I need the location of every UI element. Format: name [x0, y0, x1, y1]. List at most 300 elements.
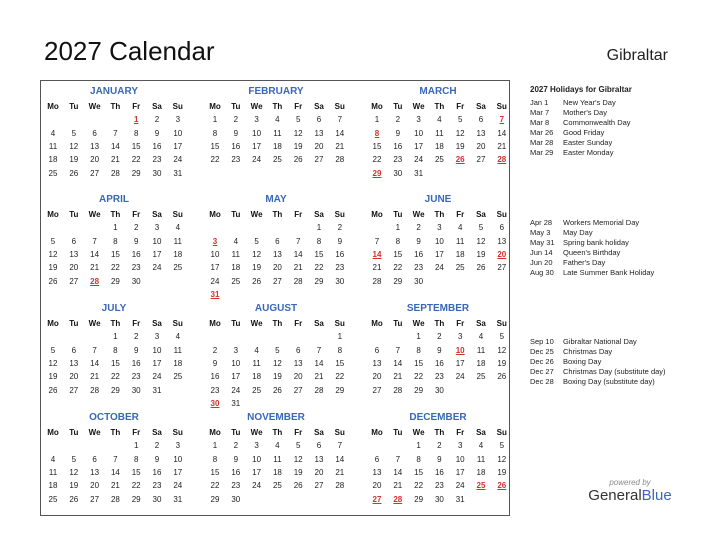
day-cell: 13 — [69, 249, 79, 259]
day-cell: 19 — [69, 155, 79, 165]
day-cell: 28 — [314, 385, 324, 395]
day-cell: 23 — [434, 372, 444, 382]
weekday-header: Sa — [152, 428, 162, 437]
day-cell: 15 — [335, 358, 345, 368]
day-cell: 27 — [69, 385, 79, 395]
holiday-date: Sep 10 — [530, 337, 554, 346]
day-cell: 26 — [69, 494, 79, 504]
day-cell: 16 — [210, 372, 220, 382]
month-june — [367, 194, 509, 286]
day-cell: 21 — [497, 141, 507, 151]
day-cell: 18 — [252, 372, 262, 382]
holiday-row — [530, 347, 705, 357]
weekday-header: Su — [172, 210, 183, 219]
day-cell: 21 — [90, 263, 100, 273]
month-may — [205, 194, 347, 299]
holiday-row — [530, 248, 705, 258]
day-cell: 16 — [152, 141, 162, 151]
day-cell: 3 — [233, 345, 239, 355]
day-cell: 16 — [131, 249, 141, 259]
day-cell: 25 — [173, 263, 183, 273]
day-cell: 8 — [337, 345, 343, 355]
day-cell: 2 — [133, 223, 139, 233]
day-cell: 15 — [210, 141, 220, 151]
day-cell: 25 — [476, 372, 486, 382]
holiday-day-cell: 30 — [210, 398, 220, 408]
day-cell: 20 — [314, 141, 324, 151]
day-cell: 31 — [455, 494, 465, 504]
day-cell: 12 — [69, 467, 79, 477]
day-cell: 13 — [476, 128, 486, 138]
day-cell: 18 — [476, 467, 486, 477]
day-cell: 9 — [233, 128, 239, 138]
day-cell: 12 — [455, 128, 465, 138]
day-cell: 14 — [293, 249, 303, 259]
holiday-day-cell: 10 — [455, 345, 465, 355]
weekday-header: Tu — [69, 210, 79, 219]
holiday-date: Mar 7 — [530, 108, 550, 117]
holiday-date: Mar 8 — [530, 118, 550, 127]
day-cell: 24 — [434, 263, 444, 273]
weekday-header: Mo — [371, 428, 383, 437]
day-cell: 23 — [414, 263, 424, 273]
weekday-header: Mo — [209, 210, 221, 219]
weekday-header: Sa — [314, 319, 324, 328]
day-cell: 11 — [231, 249, 240, 259]
day-cell: 29 — [314, 276, 324, 286]
day-cell: 16 — [414, 249, 424, 259]
holiday-list — [530, 85, 705, 158]
day-cell: 11 — [173, 236, 182, 246]
day-cell: 28 — [393, 385, 403, 395]
holiday-row — [530, 377, 705, 387]
day-cell: 27 — [372, 385, 382, 395]
day-cell: 31 — [414, 168, 424, 178]
day-cell: 26 — [252, 276, 262, 286]
day-cell: 15 — [131, 467, 141, 477]
day-cell: 24 — [173, 155, 183, 165]
day-cell: 12 — [272, 358, 282, 368]
day-cell: 30 — [131, 385, 141, 395]
day-cell: 7 — [295, 236, 301, 246]
day-cell: 4 — [50, 128, 56, 138]
day-cell: 27 — [497, 263, 507, 273]
day-cell: 2 — [233, 441, 239, 451]
month-april — [43, 194, 185, 286]
holiday-day-cell: 3 — [212, 236, 218, 246]
day-cell: 25 — [272, 481, 282, 491]
day-cell: 26 — [293, 155, 303, 165]
day-cell: 12 — [293, 128, 303, 138]
day-cell: 1 — [416, 332, 421, 342]
day-cell: 20 — [372, 481, 382, 491]
day-cell: 19 — [293, 141, 303, 151]
day-cell: 13 — [372, 358, 382, 368]
day-cell: 27 — [69, 276, 79, 286]
day-cell: 16 — [393, 141, 403, 151]
weekday-header: We — [88, 428, 101, 437]
day-cell: 9 — [133, 236, 139, 246]
weekday-header: Mo — [371, 319, 383, 328]
day-cell: 2 — [395, 115, 401, 125]
day-cell: 26 — [272, 385, 282, 395]
day-cell: 14 — [335, 454, 345, 464]
day-cell: 27 — [90, 494, 100, 504]
day-cell: 25 — [455, 263, 465, 273]
holiday-date: May 3 — [530, 228, 551, 237]
day-cell: 14 — [110, 467, 120, 477]
holiday-row — [530, 148, 705, 158]
day-cell: 24 — [414, 155, 424, 165]
day-cell: 27 — [272, 276, 282, 286]
day-cell: 17 — [231, 372, 241, 382]
holiday-date: May 31 — [530, 238, 555, 247]
day-cell: 10 — [252, 454, 262, 464]
holiday-date: Dec 26 — [530, 357, 554, 366]
page-title: 2027 Calendar — [44, 36, 215, 66]
day-cell: 26 — [48, 276, 58, 286]
day-cell: 8 — [395, 236, 401, 246]
holiday-day-cell: 28 — [393, 494, 403, 504]
day-cell: 21 — [314, 372, 324, 382]
holiday-day-cell: 28 — [497, 155, 507, 165]
holiday-row — [530, 337, 705, 347]
day-cell: 1 — [133, 441, 139, 451]
holiday-day-cell: 25 — [476, 481, 486, 491]
day-cell: 12 — [476, 236, 486, 246]
day-cell: 19 — [272, 372, 282, 382]
day-cell: 11 — [476, 454, 486, 464]
weekday-header: Tu — [69, 319, 79, 328]
weekday-header: Th — [110, 319, 121, 328]
day-cell: 25 — [48, 168, 58, 178]
day-cell: 9 — [437, 454, 442, 464]
day-cell: 30 — [131, 276, 141, 286]
day-cell: 9 — [337, 236, 343, 246]
day-cell: 22 — [393, 263, 403, 273]
day-cell: 21 — [110, 155, 120, 165]
day-cell: 19 — [48, 263, 58, 273]
holiday-row — [530, 367, 705, 377]
day-cell: 19 — [476, 249, 486, 259]
holiday-row — [530, 218, 705, 228]
holidays-title: 2027 Holidays for Gibraltar — [530, 85, 632, 94]
day-cell: 21 — [110, 481, 120, 491]
holiday-list — [530, 337, 705, 387]
day-cell: 29 — [414, 494, 424, 504]
day-cell: 14 — [90, 358, 100, 368]
day-cell: 15 — [110, 358, 120, 368]
day-cell: 5 — [499, 441, 505, 451]
day-cell: 30 — [335, 276, 345, 286]
holiday-date: Jun 20 — [530, 258, 553, 267]
month-name: AUGUST — [254, 303, 298, 314]
day-cell: 14 — [393, 467, 403, 477]
weekday-header: Su — [496, 102, 507, 111]
day-cell: 22 — [110, 263, 120, 273]
day-cell: 24 — [252, 481, 262, 491]
day-cell: 3 — [416, 115, 421, 125]
day-cell: 27 — [90, 168, 100, 178]
weekday-header: Th — [272, 428, 283, 437]
day-cell: 12 — [48, 249, 58, 259]
day-cell: 7 — [316, 345, 322, 355]
weekday-header: Fr — [294, 102, 303, 111]
day-cell: 14 — [90, 249, 100, 259]
day-cell: 15 — [110, 249, 120, 259]
day-cell: 23 — [335, 263, 345, 273]
day-cell: 22 — [110, 372, 120, 382]
month-january — [43, 86, 185, 178]
day-cell: 2 — [154, 441, 160, 451]
day-cell: 4 — [478, 441, 484, 451]
day-cell: 28 — [90, 385, 100, 395]
weekday-header: Su — [334, 102, 345, 111]
day-cell: 19 — [497, 467, 507, 477]
day-cell: 11 — [48, 141, 58, 151]
day-cell: 23 — [434, 481, 444, 491]
day-cell: 15 — [314, 249, 324, 259]
day-cell: 1 — [374, 115, 380, 125]
day-cell: 17 — [152, 249, 162, 259]
day-cell: 7 — [113, 454, 118, 464]
day-cell: 2 — [416, 223, 421, 233]
weekday-header: Th — [272, 319, 283, 328]
day-cell: 18 — [173, 358, 183, 368]
day-cell: 6 — [71, 345, 77, 355]
weekday-header: Su — [172, 428, 183, 437]
day-cell: 22 — [372, 155, 382, 165]
day-cell: 11 — [435, 128, 444, 138]
day-cell: 6 — [374, 345, 380, 355]
weekday-header: Tu — [69, 102, 79, 111]
day-cell: 11 — [273, 454, 282, 464]
holiday-row — [530, 357, 705, 367]
day-cell: 20 — [69, 372, 79, 382]
holiday-name: Christmas Day — [563, 347, 613, 356]
weekday-header: We — [88, 102, 101, 111]
day-cell: 25 — [272, 155, 282, 165]
day-cell: 7 — [92, 345, 97, 355]
day-cell: 7 — [395, 345, 401, 355]
day-cell: 13 — [372, 467, 382, 477]
day-cell: 19 — [252, 263, 262, 273]
day-cell: 7 — [92, 236, 97, 246]
weekday-header: Fr — [294, 319, 303, 328]
weekday-header: Mo — [47, 102, 59, 111]
weekday-header: Su — [334, 428, 345, 437]
day-cell: 15 — [393, 249, 403, 259]
day-cell: 5 — [478, 223, 484, 233]
day-cell: 25 — [252, 385, 262, 395]
day-cell: 2 — [212, 345, 218, 355]
day-cell: 3 — [457, 332, 463, 342]
day-cell: 16 — [152, 467, 162, 477]
day-cell: 17 — [455, 467, 465, 477]
weekday-header: Fr — [132, 102, 141, 111]
holiday-name: Father's Day — [563, 258, 606, 267]
day-cell: 2 — [437, 441, 442, 451]
day-cell: 19 — [293, 467, 303, 477]
day-cell: 24 — [455, 372, 465, 382]
day-cell: 17 — [173, 467, 183, 477]
weekday-header: Fr — [294, 210, 303, 219]
holiday-date: Mar 28 — [530, 138, 554, 147]
day-cell: 23 — [131, 263, 141, 273]
month-august — [205, 303, 347, 408]
weekday-header: Su — [334, 319, 345, 328]
day-cell: 9 — [437, 345, 442, 355]
day-cell: 12 — [293, 454, 303, 464]
day-cell: 9 — [154, 454, 160, 464]
day-cell: 23 — [131, 372, 141, 382]
day-cell: 23 — [393, 155, 403, 165]
holiday-row — [530, 268, 705, 278]
day-cell: 5 — [71, 128, 77, 138]
day-cell: 8 — [133, 128, 139, 138]
day-cell: 24 — [152, 263, 162, 273]
day-cell: 22 — [131, 481, 141, 491]
day-cell: 11 — [173, 345, 182, 355]
day-cell: 22 — [314, 263, 324, 273]
day-cell: 21 — [293, 263, 303, 273]
weekday-header: We — [412, 319, 425, 328]
day-cell: 6 — [374, 454, 380, 464]
month-february — [205, 86, 347, 165]
day-cell: 30 — [414, 276, 424, 286]
weekday-header: Sa — [476, 428, 486, 437]
day-cell: 7 — [337, 441, 343, 451]
day-cell: 15 — [414, 358, 424, 368]
day-cell: 6 — [92, 128, 97, 138]
day-cell: 10 — [152, 236, 162, 246]
weekday-header: We — [412, 210, 425, 219]
day-cell: 1 — [395, 223, 401, 233]
day-cell: 29 — [110, 385, 120, 395]
day-cell: 3 — [457, 441, 463, 451]
day-cell: 6 — [499, 223, 505, 233]
day-cell: 1 — [416, 441, 421, 451]
month-name: OCTOBER — [89, 412, 139, 423]
day-cell: 30 — [434, 385, 444, 395]
weekday-header: Sa — [314, 102, 324, 111]
weekday-header: Mo — [371, 210, 383, 219]
day-cell: 6 — [71, 236, 77, 246]
day-cell: 29 — [110, 276, 120, 286]
day-cell: 27 — [476, 155, 486, 165]
day-cell: 22 — [131, 155, 141, 165]
day-cell: 4 — [175, 223, 181, 233]
weekday-header: Th — [272, 102, 283, 111]
day-cell: 25 — [48, 494, 58, 504]
holiday-name: Good Friday — [563, 128, 605, 137]
weekday-header: Tu — [393, 210, 403, 219]
day-cell: 13 — [69, 358, 79, 368]
day-cell: 13 — [314, 454, 324, 464]
holiday-day-cell: 1 — [133, 115, 139, 125]
holiday-day-cell: 27 — [372, 494, 382, 504]
day-cell: 18 — [272, 141, 282, 151]
day-cell: 28 — [110, 494, 120, 504]
day-cell: 10 — [252, 128, 262, 138]
holiday-list — [530, 218, 705, 278]
day-cell: 26 — [476, 263, 486, 273]
day-cell: 5 — [457, 115, 463, 125]
day-cell: 20 — [272, 263, 282, 273]
month-name: SEPTEMBER — [406, 303, 470, 314]
day-cell: 29 — [393, 276, 403, 286]
holiday-row — [530, 238, 705, 248]
day-cell: 22 — [210, 481, 220, 491]
day-cell: 22 — [414, 372, 424, 382]
day-cell: 24 — [231, 385, 241, 395]
day-cell: 16 — [231, 467, 241, 477]
weekday-header: Th — [434, 319, 445, 328]
weekday-header: Sa — [152, 210, 162, 219]
day-cell: 13 — [497, 236, 507, 246]
day-cell: 23 — [152, 481, 162, 491]
day-cell: 11 — [273, 128, 282, 138]
day-cell: 25 — [173, 372, 183, 382]
day-cell: 14 — [393, 358, 403, 368]
day-cell: 29 — [335, 385, 345, 395]
holiday-date: Jan 1 — [530, 98, 549, 107]
holiday-day-cell: 26 — [497, 481, 507, 491]
day-cell: 5 — [275, 345, 280, 355]
day-cell: 13 — [90, 467, 100, 477]
day-cell: 18 — [476, 358, 486, 368]
month-name: NOVEMBER — [247, 412, 305, 423]
day-cell: 17 — [252, 141, 262, 151]
weekday-header: Sa — [152, 319, 162, 328]
day-cell: 18 — [455, 249, 465, 259]
month-name: DECEMBER — [409, 412, 467, 423]
day-cell: 29 — [131, 168, 141, 178]
day-cell: 15 — [210, 467, 220, 477]
day-cell: 1 — [212, 441, 218, 451]
day-cell: 20 — [90, 481, 100, 491]
day-cell: 14 — [314, 358, 324, 368]
day-cell: 14 — [335, 128, 345, 138]
day-cell: 17 — [252, 467, 262, 477]
weekday-header: We — [250, 210, 263, 219]
day-cell: 24 — [210, 276, 220, 286]
day-cell: 18 — [434, 141, 444, 151]
day-cell: 9 — [154, 128, 160, 138]
day-cell: 27 — [314, 481, 324, 491]
day-cell: 28 — [335, 155, 345, 165]
day-cell: 20 — [372, 372, 382, 382]
day-cell: 5 — [50, 345, 56, 355]
day-cell: 3 — [154, 223, 160, 233]
holiday-day-cell: 20 — [497, 249, 507, 259]
weekday-header: Mo — [209, 319, 221, 328]
weekday-header: Fr — [456, 102, 465, 111]
day-cell: 4 — [275, 115, 280, 125]
day-cell: 8 — [212, 128, 218, 138]
day-cell: 21 — [393, 372, 403, 382]
day-cell: 11 — [252, 358, 261, 368]
day-cell: 4 — [275, 441, 280, 451]
holiday-day-cell: 31 — [210, 289, 220, 299]
day-cell: 26 — [48, 385, 58, 395]
day-cell: 26 — [497, 372, 507, 382]
day-cell: 30 — [152, 168, 162, 178]
weekday-header: Sa — [314, 210, 324, 219]
day-cell: 21 — [335, 467, 345, 477]
day-cell: 20 — [476, 141, 486, 151]
day-cell: 8 — [113, 236, 118, 246]
